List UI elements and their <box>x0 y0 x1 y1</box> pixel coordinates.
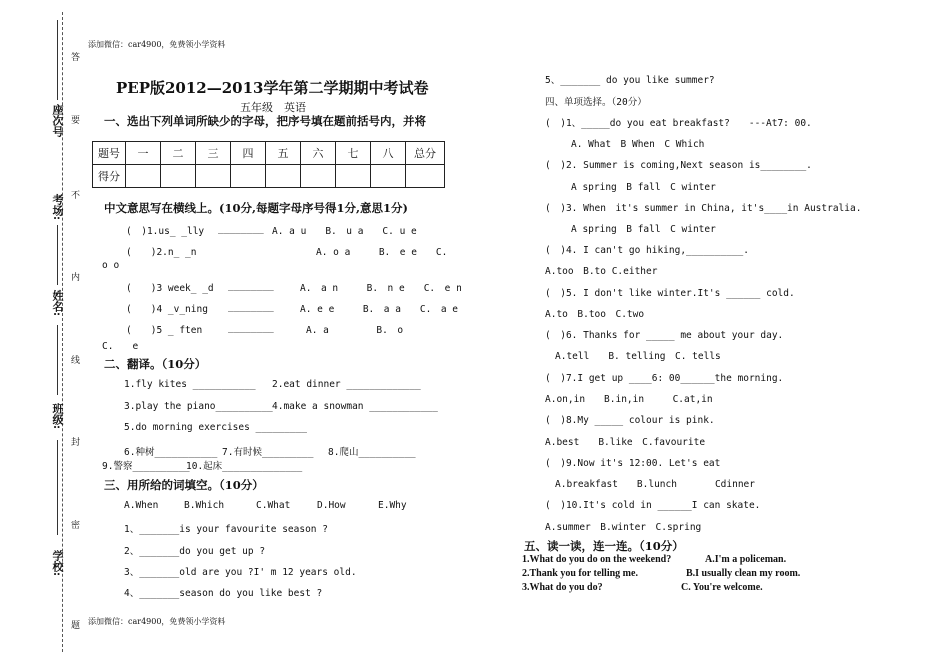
seal-char: 线 <box>71 356 81 366</box>
s1-q2-wrap: o o <box>102 260 120 271</box>
school-label: 学校: <box>51 550 64 577</box>
s4-q10: ( )10.It's cold in ______I can skate. <box>545 500 761 511</box>
s1-q3-blank: ________ <box>228 280 274 291</box>
s2-item-8: 8.爬山__________ <box>328 447 416 458</box>
seal-char: 内 <box>71 273 81 283</box>
s2-item-2: 2.eat dinner _____________ <box>272 379 421 390</box>
score-cell[interactable] <box>371 165 406 188</box>
s1-q5-options: A. a B. o <box>306 325 404 336</box>
s4-q3-options: A spring B fall C winter <box>571 224 716 235</box>
s4-q9-options: A.breakfast B.lunch Cdinner <box>555 479 755 490</box>
s1-q4-options: A. e e B. a a C. a e <box>300 304 459 315</box>
seal-char: 题 <box>71 621 81 631</box>
score-cell[interactable] <box>406 165 445 188</box>
s2-item-10: 10.起床______________ <box>186 461 303 472</box>
exam-subtitle: 五年级 英语 <box>240 101 306 114</box>
watermark-top: 添加微信：car4900，免费领小学资料 <box>88 40 226 49</box>
exam-room-line <box>57 225 58 285</box>
score-header-cell: 五 <box>266 142 301 165</box>
s1-q4-blank: ________ <box>228 301 274 312</box>
s1-q3: ( )3 week_ _d <box>126 283 214 294</box>
seat-number-line <box>57 20 58 100</box>
s3-item-4: 4、_______season do you like best ? <box>124 588 323 599</box>
score-header-cell: 四 <box>231 142 266 165</box>
s4-q8: ( )8.My _____ colour is pink. <box>545 415 715 426</box>
s4-q10-options: A.summer B.winter C.spring <box>545 522 702 533</box>
score-cell[interactable] <box>126 165 161 188</box>
s3-option-when: A.When <box>124 500 159 511</box>
section4-heading: 四、单项选择。（20分） <box>545 97 647 108</box>
score-header-cell: 三 <box>196 142 231 165</box>
s4-q7: ( )7.I get up ____6: 00______the morning. <box>545 373 784 384</box>
score-header-cell: 八 <box>371 142 406 165</box>
s4-q7-options: A.on,in B.in,in C.at,in <box>545 394 713 405</box>
s1-q2: ( )2.n_ _n <box>126 247 197 258</box>
name-label: 姓名: <box>51 290 64 317</box>
s2-item-4: 4.make a snowman ____________ <box>272 401 438 412</box>
s5-left-2: 2.Thank you for telling me. <box>522 568 638 579</box>
s4-q4: ( )4. I can't go hiking,__________. <box>545 245 749 256</box>
s4-q2-options: A spring B fall C winter <box>571 182 716 193</box>
s4-q6: ( )6. Thanks for _____ me about your day. <box>545 330 784 341</box>
score-header-cell: 一 <box>126 142 161 165</box>
s5-right-a: A.I'm a policeman. <box>705 554 787 565</box>
s5-left-3: 3.What do you do? <box>522 582 603 593</box>
s1-q3-options: A. a n B. n e C. e n <box>300 283 462 294</box>
score-header-cell: 题号 <box>93 142 126 165</box>
score-cell[interactable] <box>266 165 301 188</box>
s5-right-b: B.I usually clean my room. <box>686 568 801 579</box>
s3-option-how: D.How <box>317 500 346 511</box>
s3-item-5: 5、_______ do you like summer? <box>545 75 715 86</box>
score-cell[interactable] <box>196 165 231 188</box>
s4-q1: ( )1、_____do you eat breakfast? ---At7: 00. <box>545 118 812 129</box>
section3-heading: 三、用所给的词填空。（10分） <box>104 478 264 492</box>
s3-option-why: E.Why <box>378 500 407 511</box>
seal-char: 密 <box>71 521 81 531</box>
s1-q5-blank: ________ <box>228 322 274 333</box>
s1-q1-options: A. a u B. u a C. u e <box>272 226 417 237</box>
section5-heading: 五、读一读，连一连。（10分） <box>524 539 684 553</box>
s4-q5: ( )5. I don't like winter.It's ______ cold. <box>545 288 795 299</box>
s1-q5: ( )5 _ ften <box>126 325 203 336</box>
score-cell[interactable] <box>336 165 371 188</box>
name-line <box>57 325 58 395</box>
s3-item-1: 1、_______is your favourite season ? <box>124 524 328 535</box>
s4-q9: ( )9.Now it's 12:00. Let's eat <box>545 458 721 469</box>
s4-q5-options: A.to B.too C.two <box>545 309 645 320</box>
score-table <box>92 141 445 188</box>
seal-char: 封 <box>71 438 81 448</box>
s2-item-1: 1.fly kites ___________ <box>124 379 256 390</box>
s3-item-2: 2、_______do you get up ? <box>124 546 266 557</box>
s3-option-which: B.Which <box>184 500 225 511</box>
class-line <box>57 440 58 535</box>
s5-right-c: C. You're welcome. <box>681 582 763 593</box>
seat-number-label: 座次号 <box>51 104 64 137</box>
s4-q3: ( )3. When it's summer in China, it's____in Australia. <box>545 203 862 214</box>
exam-room-label: 考场: <box>51 194 64 221</box>
watermark-bottom: 添加微信：car4900，免费领小学资料 <box>88 617 226 626</box>
s4-q8-options: A.best B.like C.favourite <box>545 437 706 448</box>
seal-char: 不 <box>71 191 81 201</box>
seal-char: 要 <box>71 116 81 126</box>
score-cell[interactable] <box>301 165 336 188</box>
s2-item-3: 3.play the piano__________ <box>124 401 273 412</box>
s4-q6-options: A.tell B. telling C. tells <box>555 351 721 362</box>
s4-q4-options: A.too B.to C.either <box>545 266 658 277</box>
s3-item-3: 3、_______old are you ?I' m 12 years old. <box>124 567 357 578</box>
score-header-cell: 六 <box>301 142 336 165</box>
s1-q2-options: A. o a B. e e C. <box>316 247 448 258</box>
s4-q2: ( )2. Summer is coming,Next season is________. <box>545 160 812 171</box>
section2-heading: 二、翻译。（10分） <box>104 357 207 371</box>
s2-item-6: 6.种树___________ <box>124 447 218 458</box>
s1-q1: ( )1.us_ _lly <box>126 226 205 237</box>
score-row-label: 得分 <box>93 165 126 188</box>
score-cell[interactable] <box>161 165 196 188</box>
s4-q1-options: A. What B When C Which <box>571 139 705 150</box>
section1-instruction: 一、选出下列单词所缺少的字母，把序号填在题前括号内，并将 <box>104 114 426 128</box>
s2-item-5: 5.do morning exercises _________ <box>124 422 308 433</box>
section1-continuation: 中文意思写在横线上。(10分,每题字母序号得1分,意思1分) <box>104 201 408 215</box>
s2-item-7: 7.有时候_________ <box>222 447 314 458</box>
score-header-cell: 七 <box>336 142 371 165</box>
seal-char: 答 <box>71 53 81 63</box>
s1-q5-wrap: C. e <box>102 341 139 352</box>
exam-title: PEP版2012—2013学年第二学期期中考试卷 <box>116 79 429 97</box>
score-header-cell: 二 <box>161 142 196 165</box>
score-cell[interactable] <box>231 165 266 188</box>
s5-left-1: 1.What do you do on the weekend? <box>522 554 672 565</box>
score-header-cell: 总分 <box>406 142 445 165</box>
s1-q1-blank: ________ <box>218 223 264 234</box>
s3-option-what: C.What <box>256 500 291 511</box>
s1-q4: ( )4 _v_ning <box>126 304 208 315</box>
s2-item-9: 9.警察__________ <box>102 461 190 472</box>
class-label: 班级: <box>51 403 64 430</box>
